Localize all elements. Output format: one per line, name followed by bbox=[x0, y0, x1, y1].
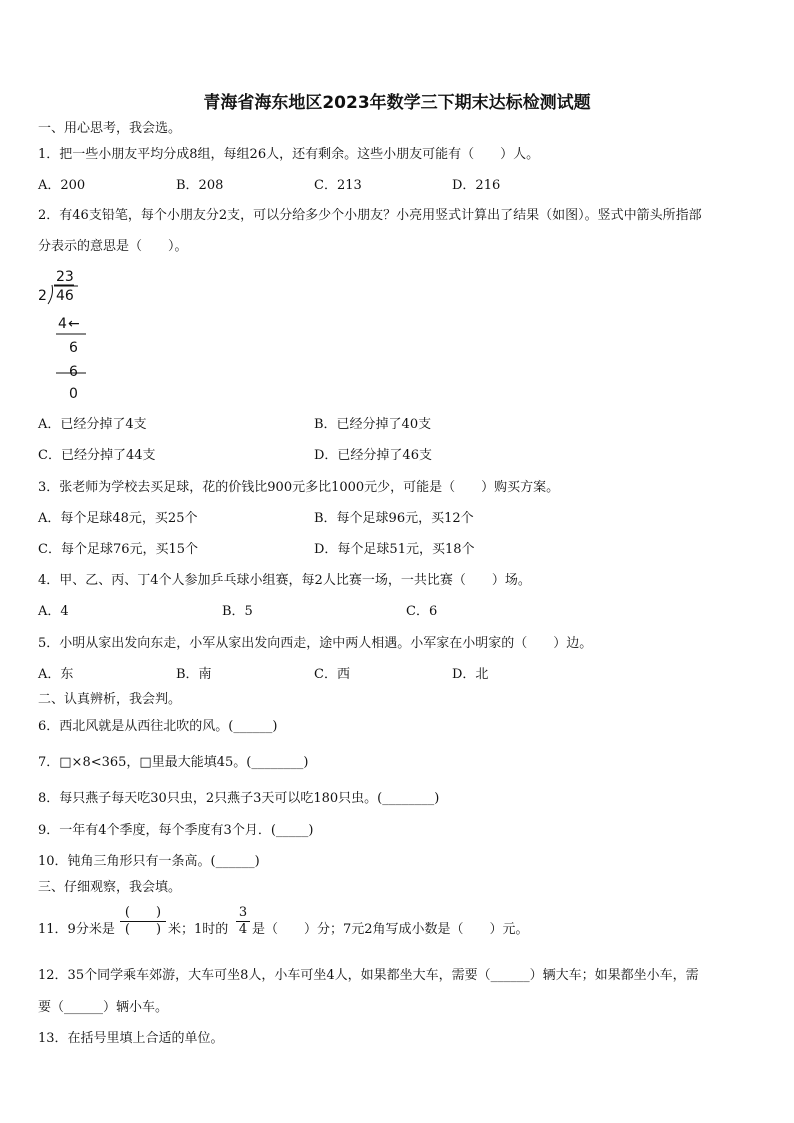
question-6: 6．西北风就是从西往北吹的风。(______) bbox=[38, 719, 278, 734]
blank-numerator: ( ) bbox=[124, 905, 162, 920]
division-lines bbox=[36, 268, 96, 404]
question-5-option-d: D．北 bbox=[452, 667, 489, 682]
question-12-line2: 要（______）辆小车。 bbox=[38, 1000, 169, 1015]
question-7: 7．□×8<365，□里最大能填45。(________) bbox=[38, 755, 309, 770]
fraction-numerator: 3 bbox=[238, 905, 248, 920]
question-5-option-b: B．南 bbox=[176, 667, 212, 682]
question-5-option-c: C．西 bbox=[314, 667, 350, 682]
question-1-option-a: A．200 bbox=[38, 178, 86, 193]
question-2-option-c: C．已经分掉了44支 bbox=[38, 448, 156, 463]
question-11-part2: 米；1时的 bbox=[168, 922, 229, 937]
question-4-option-c: C．6 bbox=[406, 604, 438, 619]
dividend: 46 bbox=[56, 288, 74, 304]
question-2-stem-line1: 2．有46支铅笔，每个小朋友分2支，可以分给多少个小朋友？小亮用竖式计算出了结果（如图）。竖式中箭头所指部 bbox=[38, 208, 702, 223]
question-5-option-a: A．东 bbox=[38, 667, 74, 682]
arrow-icon: ← bbox=[68, 316, 80, 332]
question-2-option-d: D．已经分掉了46支 bbox=[314, 448, 432, 463]
question-4-option-b: B．5 bbox=[222, 604, 253, 619]
question-11-part1: 11．9分米是 bbox=[38, 922, 115, 937]
question-10: 10．钝角三角形只有一条高。(______) bbox=[38, 854, 260, 869]
question-1-stem: 1．把一些小朋友平均分成8组，每组26人，还有剩余。这些小朋友可能有（ ）人。 bbox=[38, 147, 540, 162]
question-3-stem: 3．张老师为学校去买足球，花的价钱比900元多比1000元少，可能是（ ）购买方案。 bbox=[38, 480, 560, 495]
question-2-option-a: A．已经分掉了4支 bbox=[38, 417, 147, 432]
partial-product-1: 4 bbox=[58, 316, 67, 332]
fraction-denominator: 4 bbox=[238, 922, 248, 937]
quotient: 23 bbox=[56, 269, 74, 285]
page-title: 青海省海东地区2023年数学三下期末达标检测试题 bbox=[203, 93, 591, 113]
blank-fraction bbox=[120, 905, 166, 938]
question-3-option-a: A．每个足球48元，买25个 bbox=[38, 511, 198, 526]
question-3-option-c: C．每个足球76元，买15个 bbox=[38, 542, 199, 557]
three-quarters-fraction bbox=[236, 905, 250, 938]
question-5-stem: 5．小明从家出发向东走，小军从家出发向西走，途中两人相遇。小军家在小明家的（ ）边。 bbox=[38, 636, 593, 651]
section-heading-1: 一、用心思考，我会选。 bbox=[38, 121, 182, 136]
question-11-part3: 是（ ）分；7元2角写成小数是（ ）元。 bbox=[252, 922, 529, 937]
partial-product-2: 6 bbox=[69, 364, 78, 380]
question-1-option-b: B．208 bbox=[176, 178, 224, 193]
question-9: 9．一年有4个季度，每个季度有3个月．(_____) bbox=[38, 823, 314, 838]
remainder-2: 0 bbox=[69, 386, 78, 402]
blank-denominator: ( ) bbox=[124, 922, 162, 937]
question-1-option-d: D．216 bbox=[452, 178, 501, 193]
divisor: 2 bbox=[38, 288, 47, 304]
remainder-1: 6 bbox=[69, 340, 78, 356]
question-2-stem-line2: 分表示的意思是（ ）。 bbox=[38, 239, 188, 254]
question-12-line1: 12．35个同学乘车郊游，大车可坐8人，小车可坐4人，如果都坐大车，需要（______）辆大车；如果都坐小车，需 bbox=[38, 968, 699, 983]
question-13: 13．在括号里填上合适的单位。 bbox=[38, 1031, 224, 1046]
question-3-option-b: B．每个足球96元，买12个 bbox=[314, 511, 474, 526]
question-4-stem: 4．甲、乙、丙、丁4个人参加乒乓球小组赛，每2人比赛一场，一共比赛（ ）场。 bbox=[38, 573, 531, 588]
section-heading-3: 三、仔细观察，我会填。 bbox=[38, 880, 182, 895]
question-3-option-d: D．每个足球51元，买18个 bbox=[314, 542, 475, 557]
section-heading-2: 二、认真辨析，我会判。 bbox=[38, 692, 182, 707]
question-8: 8．每只燕子每天吃30只虫，2只燕子3天可以吃180只虫。(________) bbox=[38, 791, 440, 806]
question-2-option-b: B．已经分掉了40支 bbox=[314, 417, 432, 432]
question-1-option-c: C．213 bbox=[314, 178, 362, 193]
question-4-option-a: A．4 bbox=[38, 604, 69, 619]
